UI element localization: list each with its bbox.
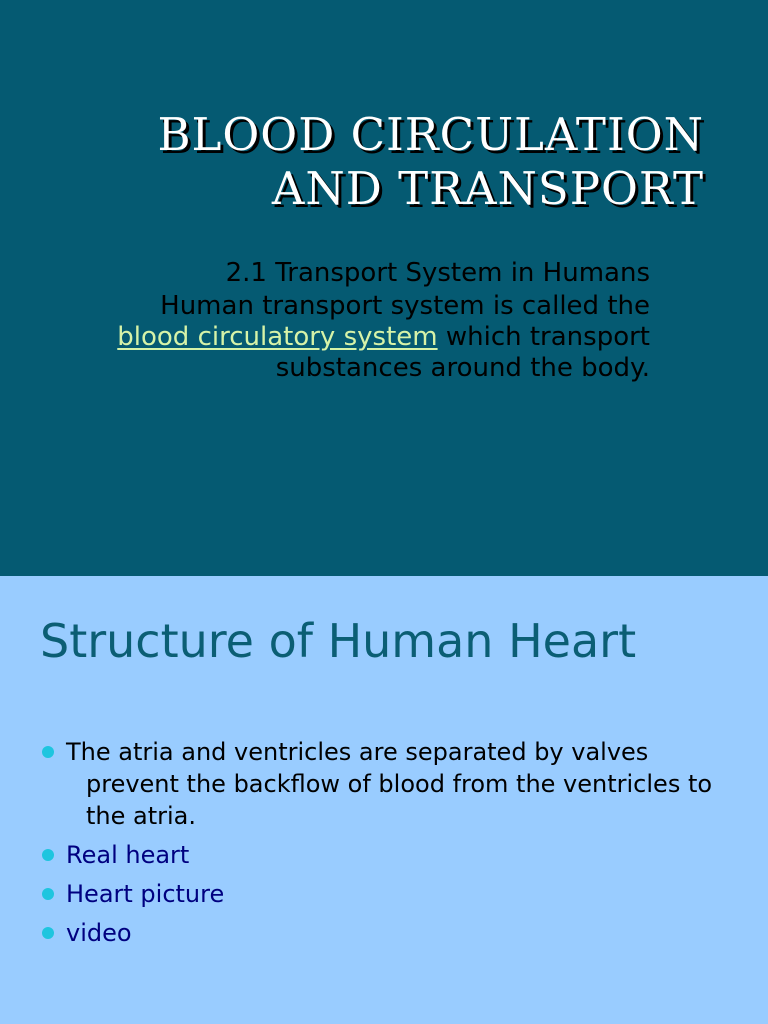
bullet-icon <box>42 888 54 900</box>
slide1-title-line-2: AND TRANSPORT <box>271 162 704 215</box>
slide2-bullet-list <box>40 736 740 956</box>
video-link[interactable] <box>40 917 740 949</box>
bullet-text: Real heart <box>66 841 190 869</box>
list-item <box>40 736 740 832</box>
bullet-text: Heart picture <box>66 880 225 908</box>
bullet-icon <box>42 849 54 861</box>
slide-heart-structure <box>0 576 768 1024</box>
slide1-paragraph <box>117 291 650 383</box>
blood-circulatory-system-link[interactable]: blood circulatory system <box>117 322 438 352</box>
bullet-icon <box>42 927 54 939</box>
paragraph-period: . <box>641 353 650 383</box>
bullet-text: video <box>66 919 132 947</box>
paragraph-text-before: Human transport system is called the <box>160 291 650 321</box>
paragraph-text-after: which transport substances around the body <box>275 322 650 383</box>
slide1-subtitle: 2.1 Transport System in Humans <box>225 258 650 288</box>
slide1-title <box>157 108 704 216</box>
slide1-title-line-1: BLOOD CIRCULATION <box>157 108 704 161</box>
heart-picture-link[interactable] <box>40 878 740 910</box>
bullet-icon <box>42 746 54 758</box>
real-heart-link[interactable] <box>40 839 740 871</box>
slide2-title: Structure of Human Heart <box>40 614 637 668</box>
bullet-text: The atria and ventricles are separated by valves prevent the backflow of blood from the ventricles to the atria. <box>66 738 713 830</box>
slide1-body <box>90 258 650 384</box>
